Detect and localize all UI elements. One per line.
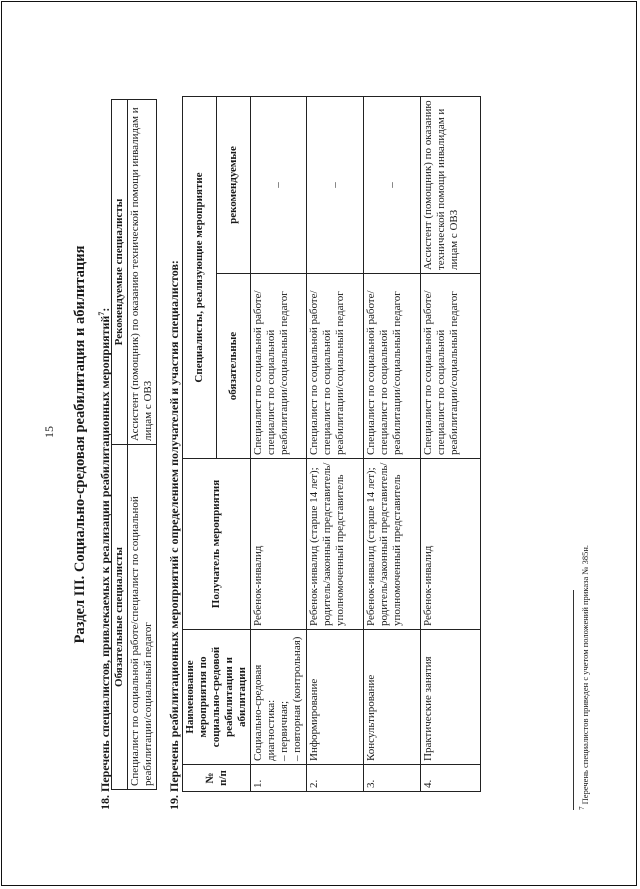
row-recipient: Ребенок-инвалид (старше 14 лет); родитель/законный представитель/уполномоченный представитель <box>364 459 421 630</box>
footnote-text: Перечень специалистов приведен с учетом положений приказа № 385н. <box>579 544 590 805</box>
row-recommended: – <box>364 97 421 274</box>
footnote-mark: 7 <box>97 311 106 316</box>
row-measure-name: Консультирование <box>364 630 421 765</box>
recommended-specialists-header: Рекомендуемые специалисты <box>112 100 128 445</box>
measure-name-header: Наименование мероприятия по социально-средовой реабилитации и абилитации <box>183 630 251 765</box>
recommended-header: рекомендуемые <box>217 97 251 274</box>
row-recommended: Ассистент (помощник) по оказанию технической помощи инвалидам и лицам с ОВЗ <box>421 97 481 274</box>
row-required: Специалист по социальной работе/специалист по социальной реабилитации/социальный педагог <box>251 274 307 459</box>
row-recommended: – <box>251 97 307 274</box>
specialists-table <box>111 99 157 790</box>
row-num: 1. <box>251 765 307 792</box>
required-header: обязательные <box>217 274 251 459</box>
section-19-heading: 19. Перечень реабилитационных мероприятий с определением получателей и участия специалистов: <box>167 260 181 810</box>
row-required: Специалист по социальной работе/специалист по социальной реабилитации/социальный педагог <box>307 274 364 459</box>
row-required: Специалист по социальной работе/специалист по социальной реабилитации/социальный педагог <box>364 274 421 459</box>
required-specialists-header: Обязательные специалисты <box>112 445 128 790</box>
required-specialists-cell: Специалист по социальной работе/специалист по социальной реабилитации/социальный педагог <box>128 445 157 790</box>
row-recipient: Ребенок-инвалид <box>421 459 481 630</box>
page-number: 15 <box>42 426 56 438</box>
row-measure-name: Социально-средовая диагностика: <box>252 664 277 761</box>
footnote-separator <box>573 590 574 810</box>
measures-table <box>182 96 481 792</box>
row-measure-sub-1: – первичная; <box>278 700 290 761</box>
section-18-heading: 18. Перечень специалистов, привлекаемых к реализации реабилитационных мероприятий$^7$: <box>97 307 112 810</box>
table-row <box>364 97 421 792</box>
row-recipient: Ребенок-инвалид (старше 14 лет); родитель/законный представитель/уполномоченный представитель <box>307 459 364 630</box>
row-num: 3. <box>364 765 421 792</box>
section-title: Раздел III. Социально-средовая реабилитация и абилитация <box>72 245 88 644</box>
row-num: 2. <box>307 765 364 792</box>
footnote <box>578 545 590 810</box>
row-required: Специалист по социальной работе/специалист по социальной реабилитации/социальный педагог <box>421 274 481 459</box>
table-row <box>251 97 307 792</box>
footnote-number: 7 <box>578 806 586 810</box>
section-18-heading-text: 18. Перечень специалистов, привлекаемых к реализации реабилитационных мероприятий <box>98 315 112 810</box>
recipient-header: Получатель мероприятия <box>183 459 251 630</box>
row-recipient: Ребенок-инвалид <box>251 459 307 630</box>
recommended-specialists-cell: Ассистент (помощник) по оказанию технической помощи инвалидам и лицам с ОВЗ <box>128 100 157 445</box>
row-measure-sub-2: – повторная (контрольная) <box>291 636 303 761</box>
row-num: 4. <box>421 765 481 792</box>
specialists-header: Специалисты, реализующие мероприятие <box>183 97 217 459</box>
table-row <box>307 97 364 792</box>
row-measure-name: Практические занятия <box>421 630 481 765</box>
row-recommended: – <box>307 97 364 274</box>
table-row <box>421 97 481 792</box>
row-measure-name: Информирование <box>307 630 364 765</box>
num-header: № п/п <box>183 765 251 792</box>
row-measure <box>251 630 307 765</box>
